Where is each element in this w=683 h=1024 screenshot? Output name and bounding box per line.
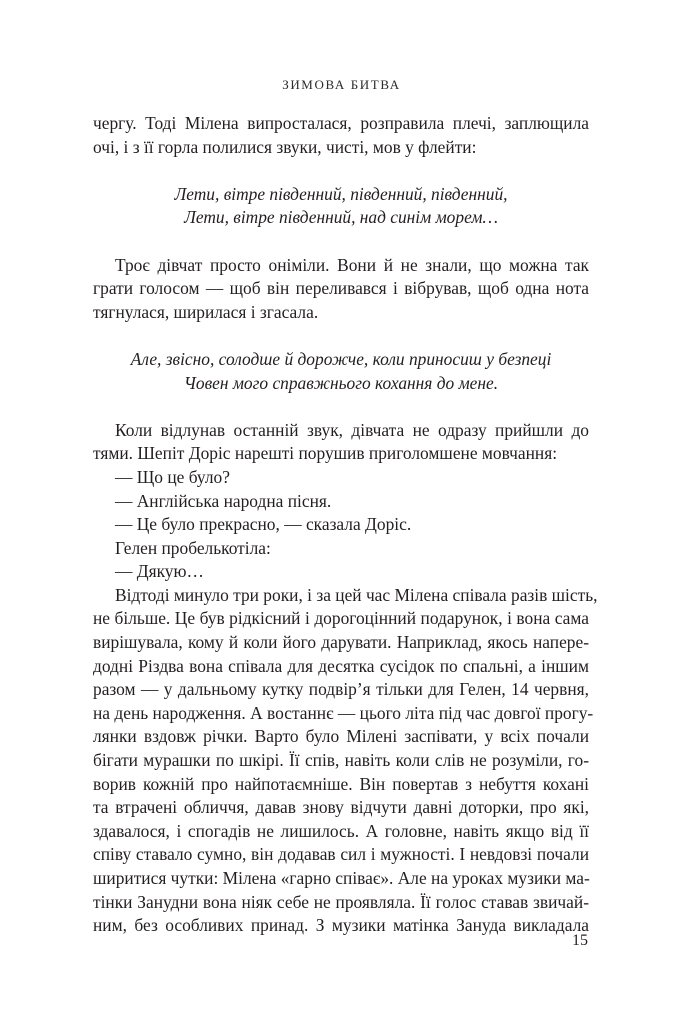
text-line: чергу. Тоді Мілена випросталася, розправила плечі, заплющила [93,113,589,133]
text-line: співу ставало сумно, він додавав сил і мужності. І невдовзі почали [93,844,589,865]
spacer [93,230,589,254]
text-line: та втрачені обличчя, давав знову відчути давні доторки, про які, [93,797,589,818]
spacer [93,159,589,183]
dialogue-line: — Дякую… [115,561,204,582]
text-line: вирішувала, кому й коли його дарувати. Наприклад, якось напере- [93,632,589,653]
page-number: 15 [572,932,588,949]
text-line: лянки вздовж річки. Варто було Мілені заспівати, у всіх почали [93,726,589,747]
text-line: разом — у дальньому кутку подвір’я тільки для Гелен, 14 червня, [93,679,589,700]
verse-line: Але, звісно, солодше й дорожче, коли приносиш у безпеці [130,348,552,369]
text-line: тягнулася, ширилася і згасала. [93,301,319,322]
verse-line: Лети, вітре південний, південний, південний, [174,183,508,204]
text-line: очі, і з її горла полилися звуки, чисті, мов у флейти: [93,136,477,157]
text-line: Коли відлунав останній звук, дівчата не одразу прийшли до [115,419,589,440]
text-line: ворив кожній про найпотаємніше. Він повертав з небуття кохані [93,773,589,794]
text-line: тями. Шепіт Доріс нарешті порушив приголомшене мовчання: [93,443,558,464]
text-line: бігати мурашки по шкірі. Її спів, навіть коли слів не розуміли, го- [93,750,589,771]
text-line: на день народження. А востаннє — цього літа під час довгої прогу- [93,702,594,723]
text-line: не більше. Це був рідкісний і дорогоцінний подарунок, і вона сама [93,608,589,629]
text-line: додні Різдва вона співала для десятка сусідок по спальні, а іншим [93,655,589,676]
text-body [93,112,598,938]
text-line: Гелен пробелькотіла: [115,537,271,558]
verse-line: Лети, вітре південний, над синім морем… [184,207,498,228]
text-line: Відтоді минуло три роки, і за цей час Мілена співала разів шість, [115,584,598,605]
text-line: ним, без особливих принад. З музики матінка Зануда викладала [93,915,589,936]
spacer [93,395,589,419]
text-line: здавалося, і спогадів не лишилось. А головне, навіть якщо від її [93,820,589,841]
text-line: ширитися чутки: Мілена «гарно співає». Але на уроках музики ма- [93,868,590,888]
dialogue-line: — Що це було? [115,466,230,487]
dialogue-line: — Англійська народна пісня. [115,490,332,511]
dialogue-line: — Це було прекрасно, — сказала Доріс. [115,514,412,535]
verse-line: Човен мого справжнього кохання до мене. [183,372,499,393]
spacer [93,324,589,348]
text-line: грати голосом — щоб він переливався і вібрував, щоб одна нота [93,278,589,299]
text-line: Троє дівчат просто оніміли. Вони й не знали, що можна так [115,254,589,275]
running-head: ЗИМОВА БИТВА [282,77,401,92]
text-line: тінки Занудни вона ніяк себе не проявляла. Її голос ставав звичай- [93,891,589,912]
